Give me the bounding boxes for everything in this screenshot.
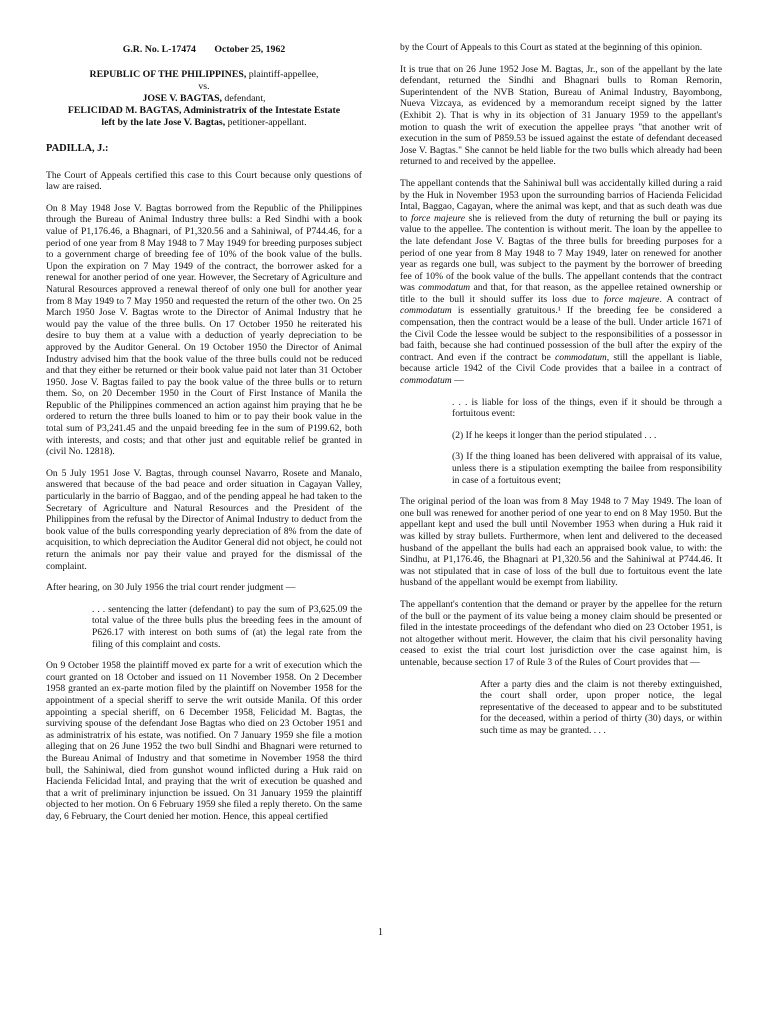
right-column: [400, 42, 722, 746]
text-run: and that, for that reason, as the appellee retained ownership or title to the bull it should suffer its loss due to: [400, 282, 722, 305]
paragraph: After hearing, on 30 July 1956 the trial court render judgment —: [46, 582, 296, 594]
block-quote: (2) If he keeps it longer than the period stipulated . . .: [452, 429, 657, 441]
plaintiff-name: REPUBLIC OF THE PHILIPPINES,: [89, 69, 247, 80]
latin-term: commodatum: [418, 282, 471, 294]
defendant-role: defendant,: [221, 93, 266, 104]
petitioner-line-2: left by the late Jose V. Bagtas,: [101, 117, 226, 128]
paragraph: [400, 178, 722, 387]
text-run: The appellant contends that the Sahiniwal bull was accidentally killed during a raid by the Huk in November 1953 upon the surrounding barrios of Hacienda Felicidad Intal, Baggao, Cagayan, where the animal was kept, and that as such death was due to: [400, 177, 722, 224]
ponente: PADILLA, J.:: [46, 143, 109, 154]
block-quote: (3) If the thing loaned has been delivered with appraisal of its value, unless there is a stipulation exempting the bailee from responsibility in case of a fortuitous event;: [452, 451, 722, 486]
block-quote: . . . is liable for loss of the things, even if it should be through a fortuitous event:: [452, 396, 722, 420]
text-run: she is relieved from the duty of returning the bull or paying its value to the appellee. The contention is without merit. The loan by the appellee to the late defendant Jose V. Bagtas of the three bulls for breeding purposes for a period of one year from 8 May 1948 to 7 May 1949, later on renewed for another year as regards one bull, was subject to the payment by the borrower of breeding fee of 10% of the book value of the bulls. The appellant contends that the contract was: [400, 212, 722, 294]
latin-term: commodatum: [400, 375, 452, 387]
plaintiff-role: plaintiff-appellee,: [246, 69, 319, 80]
petitioner-line-1: FELICIDAD M. BAGTAS, Administratrix of the Intestate Estate: [67, 105, 341, 116]
case-date: October 25, 1962: [214, 44, 286, 55]
latin-term: commodatum: [400, 305, 452, 317]
block-quote: . . . sentencing the latter (defendant) to pay the sum of P3,625.09 the total value of the three bulls plus the breeding fees in the amount of P626.17 with interest on both sums of (at) the legal rate from the filing of this complaint and costs.: [92, 603, 362, 650]
text-run: —: [451, 375, 464, 387]
text-run: , still the appellant is liable, because article 1942 of the Civil Code provides that a bailee in a contract of: [400, 351, 722, 375]
paragraph: On 5 July 1951 Jose V. Bagtas, through counsel Navarro, Rosete and Manalo, answered that because of the bad peace and order situation in Cagayan Valley, particularly in the barrio of Baggao, and of the pending appeal he had taken to the Secretary of Agriculture and Natural Resources and the President of the Philippines from the refusal by the Director of Animal Industry to deduct from the book value of the bulls corresponding yearly depreciation of 8% from the date of acquisition, to which depreciation the Auditor General did not object, he could not return the animals nor pay their value and prayed for the dismissal of the complaint.: [46, 467, 362, 572]
paragraph: On 8 May 1948 Jose V. Bagtas borrowed from the Republic of the Philippines through the Bureau of Animal Industry three bulls: a Red Sindhi with a book value of P1,176.46, a Bhagnari, of P1,320.56 and a Sahiniwal, of P744.46, for a period of one year from 8 May 1948 to 7 May 1949 for breeding purposes subject to a government charge of breeding fee of 10% of the book value of the bulls. Upon the expiration on 7 May 1949 of the contract, the borrower asked for a renewal for another period of one year. However, the Secretary of Agriculture and Natural Resources approved a renewal thereof of only one bull for another year from 8 May 1949 to 7 May 1950 and requested the return of the other two. On 25 March 1950 Jose V. Bagtas wrote to the Director of Animal Industry that he would pay the value of the three bulls. On 17 October 1950 he reiterated his desire to buy them at a value with a deduction of yearly depreciation to be approved by the Auditor General. On 19 October 1950 the Director of Animal Industry advised him that the book value of the three bulls could not be reduced and that they either be returned or their book value paid not later than 31 October 1950. Jose V. Bagtas failed to pay the book value of the three bulls or to return them. So, on 20 December 1950 in the Court of First Instance of Manila the Republic of the Philippines commenced an action against him praying that he be ordered to return the three bulls loaned to him or to pay their book value in the total sum of P3,241.45 and the unpaid breeding fee in the sum of P199.62, both with interests, and costs; and that other just and equitable relief be granted in (civil No. 12818).: [46, 202, 362, 458]
block-quote: After a party dies and the claim is not thereby extinguished, the court shall order, upon proper notice, the legal representative of the deceased to appear and to be substituted for the deceased, within a period of thirty (30) days, or within such time as may be granted. . . .: [480, 678, 722, 736]
paragraph: The appellant's contention that the demand or prayer by the appellee for the return of the bull or the payment of its value being a money claim should be presented or filed in the intestate proceedings of the defendant who died on 23 October 1951, is not altogether without merit. However, the claim that his civil personality having ceased to exist the trial court lost jurisdiction over the case against him, is untenable, because section 17 of Rule 3 of the Rules of Court provides that —: [400, 598, 722, 668]
paragraph: by the Court of Appeals to this Court as stated at the beginning of this opinion.: [400, 42, 703, 53]
text-run: is essentially gratuitous.¹ If the breeding fee be considered a compensation, then the contract would be a lease of the bull. Under article 1671 of the Civil Code the lessee would be subject to the responsibilities of a possessor in bad faith, because she had continued possession of the bull after the expiry of the contract. And even if the contract be: [400, 305, 722, 363]
paragraph: The Court of Appeals certified this case to this Court because only questions of law are raised.: [46, 169, 362, 193]
case-caption: [46, 69, 362, 129]
latin-term: force majeure: [603, 293, 660, 305]
versus-label: vs.: [198, 81, 210, 92]
petitioner-role: petitioner-appellant.: [225, 117, 307, 128]
latin-term: commodatum: [555, 351, 607, 363]
defendant-name: JOSE V. BAGTAS,: [142, 93, 222, 104]
left-column: [46, 44, 362, 832]
latin-term: force majeure: [411, 212, 466, 224]
paragraph: On 9 October 1958 the plaintiff moved ex parte for a writ of execution which the court granted on 18 October and issued on 11 November 1958. On 2 December 1958 granted an ex-parte motion filed by the plaintiff on November 1958 for the appointment of a special sheriff to serve the writ outside Manila. Of this order appointing a special sheriff, on 6 December 1958, Felicidad M. Bagtas, the surviving spouse of the defendant Jose Bagtas who died on 23 October 1951 and as administratrix of his estate, was notified. On 7 January 1959 she file a motion alleging that on 26 June 1952 the two bull Sindhi and Bhagnari were returned to the Bureau Animal of Industry and that sometime in November 1958 the third bull, the Sahiniwal, died from gunshot wound inflicted during a Huk raid on Hacienda Felicidad Intal, and praying that the writ of execution be quashed and that a writ of preliminary injunction be issued. On 31 January 1959 the plaintiff objected to her motion. On 6 February 1959 she filed a reply thereto. On the same day, 6 February, the Court denied her motion. Hence, this appeal certified: [46, 660, 362, 822]
case-number: G.R. No. L-17474: [122, 44, 196, 55]
text-run: . A contract of: [659, 293, 722, 305]
paragraph: It is true that on 26 June 1952 Jose M. Bagtas, Jr., son of the appellant by the late defendant, returned the Sindhi and Bhagnari bulls to Roman Remorin, Superintendent of the NVB Station, Bureau of Animal Industry, Bayombong, Nueva Vizcaya, as evidenced by a memorandum receipt signed by the latter (Exhibit 2). That is why in its objection of 31 January 1959 to the appellant's motion to quash the writ of execution the appellee prays "that another writ of execution in the sum of P859.53 be issued against the estate of defendant deceased Jose V. Bagtas." She cannot be held liable for the two bulls which already had been returned to and received by the appellee.: [400, 63, 722, 168]
case-header: [46, 44, 362, 56]
paragraph: The original period of the loan was from 8 May 1948 to 7 May 1949. The loan of one bull was renewed for another period of one year to end on 8 May 1950. But the appellant kept and used the bull until November 1953 when during a Huk raid it was killed by stray bullets. Furthermore, when lent and delivered to the deceased husband of the appellant the bulls had each an appraised book value, to with: the Sindhu, at P1,176.46, the Bhagnari at P1,320.56 and the Sahiniwal at P744.46. It was not stipulated that in case of loss of the bull due to fortuitous event the late husband of the appellant would be exempt from liability.: [400, 496, 722, 589]
page-number: 1: [378, 927, 383, 938]
